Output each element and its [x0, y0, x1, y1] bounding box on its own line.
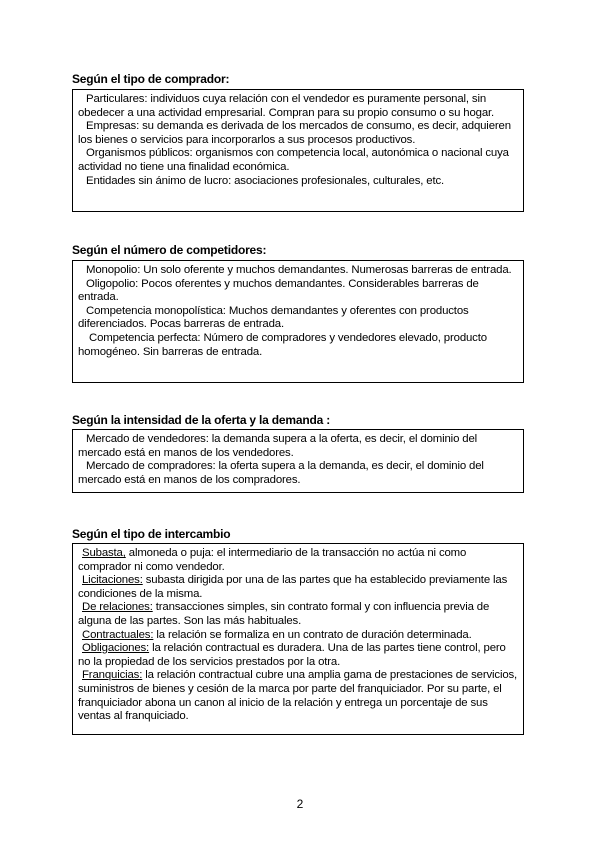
box-tipo-comprador: [72, 89, 524, 212]
list-item: Entidades sin ánimo de lucro: asociaciones profesionales, culturales, etc.: [86, 174, 445, 187]
term-description: subasta dirigida por una de las partes que ha establecido previamente las condiciones de la misma.: [78, 574, 508, 600]
page-number: 2: [296, 797, 304, 811]
list-item: [78, 629, 518, 643]
term-description: almoneda o puja: el intermediario de la transacción no actúa ni como comprador ni como vendedor.: [78, 547, 467, 573]
list-item: [78, 601, 518, 628]
list-item: Particulares: individuos cuya relación con el vendedor es puramente personal, sin obedecer a una actividad empresarial. Compran para su propio consumo o su hogar.: [78, 93, 495, 119]
section-heading-tipo-comprador: Según el tipo de comprador:: [72, 72, 230, 86]
section-heading-oferta-demanda: Según la intensidad de la oferta y la demanda :: [72, 413, 330, 427]
list-item: [78, 547, 518, 574]
list-item: Oligopolio: Pocos oferentes y muchos demandantes. Considerables barreras de entrada.: [78, 277, 479, 304]
term-description: la relación contractual cubre una amplia gama de prestaciones de servicios, suministros de bienes y cesión de la marca por parte del franquiciador. Por su parte, el franquiciador abona un canon al inicio de la relación y entrega un porcentaje de sus ventas al franquiciado.: [78, 669, 518, 723]
term-label: De relaciones:: [82, 601, 153, 614]
list-item: [78, 574, 518, 601]
list-item: Mercado de compradores: la oferta supera a la demanda, es decir, el dominio del mercado está en manos de los compradores.: [78, 460, 484, 486]
section-heading-competidores: Según el número de competidores:: [72, 243, 267, 257]
term-description: transacciones simples, sin contrato formal y con influencia previa de alguna de las partes. Son las más habituales.: [78, 601, 490, 627]
term-description: la relación contractual es duradera. Una de las partes tiene control, pero no la propiedad de los servicios prestados por la otra.: [78, 642, 506, 668]
section-heading-tipo-intercambio: Según el tipo de intercambio: [72, 527, 231, 541]
term-label: Obligaciones:: [82, 642, 150, 655]
list-item: [78, 642, 518, 669]
box-competidores: [72, 260, 524, 383]
term-description: la relación se formaliza en un contrato de duración determinada.: [153, 628, 472, 641]
box-oferta-demanda: [72, 429, 524, 493]
list-item: Competencia perfecta: Número de compradores y vendedores elevado, producto homogéneo. Sin barreras de entrada.: [78, 331, 487, 358]
term-label: Licitaciones:: [82, 574, 143, 587]
list-item: Mercado de vendedores: la demanda supera a la oferta, es decir, el dominio del mercado está en manos de los vendedores.: [78, 433, 478, 459]
box-tipo-intercambio: [72, 543, 524, 735]
list-item: [78, 669, 518, 723]
list-item: Monopolio: Un solo oferente y muchos demandantes. Numerosas barreras de entrada.: [86, 264, 512, 276]
list-item: Empresas: su demanda es derivada de los mercados de consumo, es decir, adquieren los bienes o servicios para incorporarlos a sus procesos productivos.: [78, 120, 511, 146]
term-label: Contractuales:: [82, 628, 154, 641]
list-item: Organismos públicos: organismos con competencia local, autonómica o nacional cuya actividad no tiene una finalidad económica.: [78, 147, 509, 173]
list-item: Competencia monopolística: Muchos demandantes y oferentes con productos diferenciados. Pocas barreras de entrada.: [78, 304, 469, 331]
term-label: Franquicias:: [82, 669, 143, 682]
term-label: Subasta,: [82, 547, 126, 559]
